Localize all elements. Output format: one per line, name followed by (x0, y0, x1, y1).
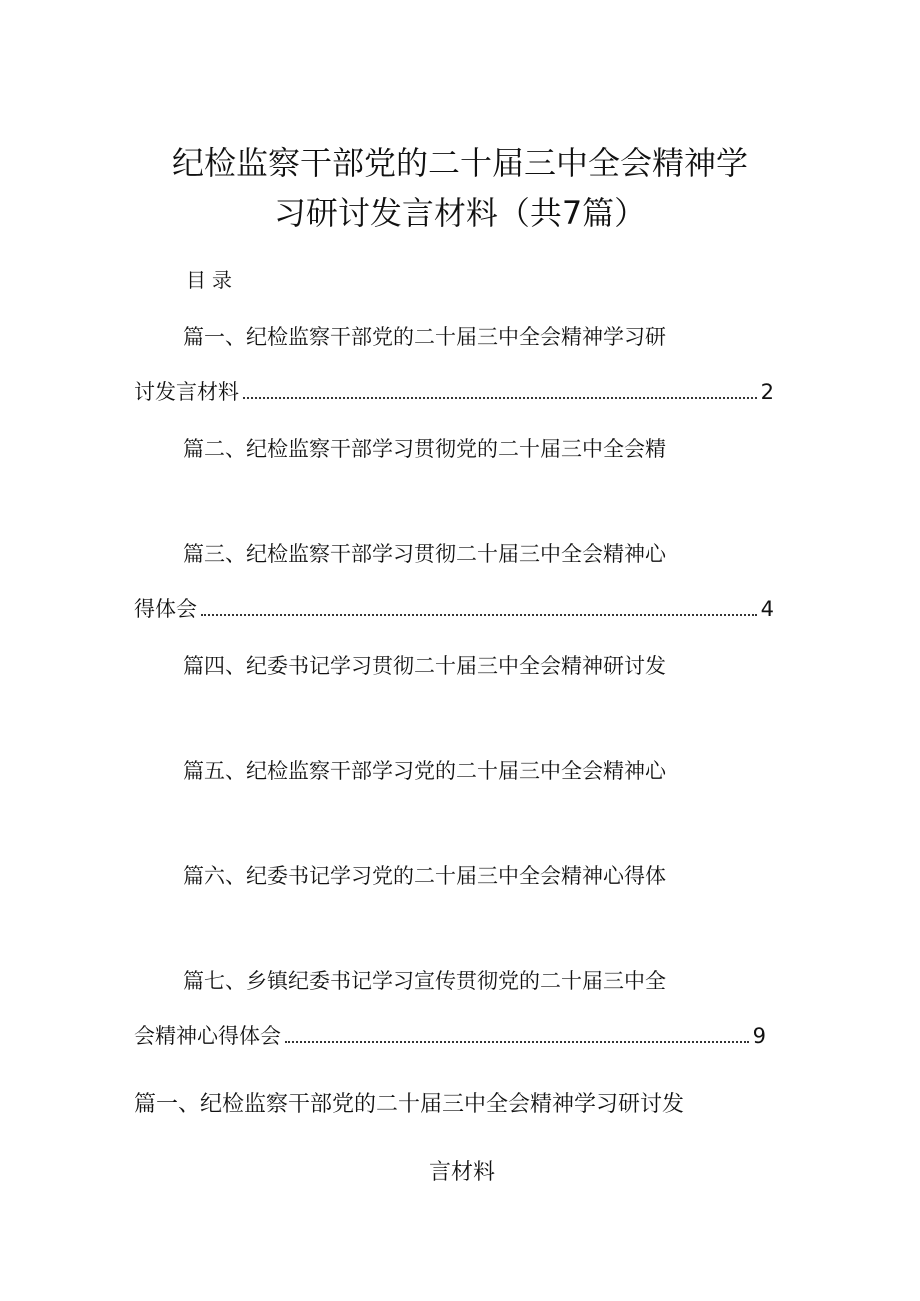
toc-entry-1-line-2[interactable] (134, 377, 774, 407)
toc-entry-3-line-2[interactable] (134, 594, 774, 624)
section-title-line-1: 篇一、纪检监察干部党的二十届三中全会精神学习研讨发 (134, 1092, 685, 1117)
toc-entry-3-line-1[interactable]: 篇三、纪检监察干部学习贯彻二十届三中全会精神心 (183, 542, 666, 566)
toc-entry-5-line-1[interactable]: 篇五、纪检监察干部学习党的二十届三中全会精神心 (183, 759, 666, 783)
toc-leader-dots (243, 397, 757, 399)
toc-entry-7-line-1[interactable]: 篇七、乡镇纪委书记学习宣传贯彻党的二十届三中全 (183, 969, 666, 993)
toc-entry-4-line-1[interactable]: 篇四、纪委书记学习贯彻二十届三中全会精神研讨发 (183, 654, 666, 678)
document-title-line-2: 习研讨发言材料（共7篇） (273, 194, 647, 232)
toc-entry-1-line-1[interactable]: 篇一、纪检监察干部党的二十届三中全会精神学习研 (183, 325, 666, 349)
toc-leader-dots (285, 1041, 749, 1043)
document-title-line-1: 纪检监察干部党的二十届三中全会精神学 (171, 144, 748, 182)
toc-entry-7-line-2[interactable] (134, 1021, 766, 1051)
toc-entry-6-line-1[interactable]: 篇六、纪委书记学习党的二十届三中全会精神心得体 (183, 864, 666, 888)
toc-heading: 目录 (186, 268, 238, 292)
toc-entry-2-line-1[interactable]: 篇二、纪检监察干部学习贯彻党的二十届三中全会精 (183, 437, 666, 461)
toc-entry-1-text: 讨发言材料 (134, 380, 239, 404)
toc-entry-3-page: 4 (760, 597, 774, 621)
toc-entry-3-text: 得体会 (134, 597, 197, 621)
toc-leader-dots (201, 614, 757, 616)
toc-entry-7-text: 会精神心得体会 (134, 1024, 281, 1048)
toc-entry-7-page: 9 (752, 1024, 766, 1048)
section-title-line-2: 言材料 (428, 1160, 495, 1185)
toc-entry-1-page: 2 (760, 380, 774, 404)
